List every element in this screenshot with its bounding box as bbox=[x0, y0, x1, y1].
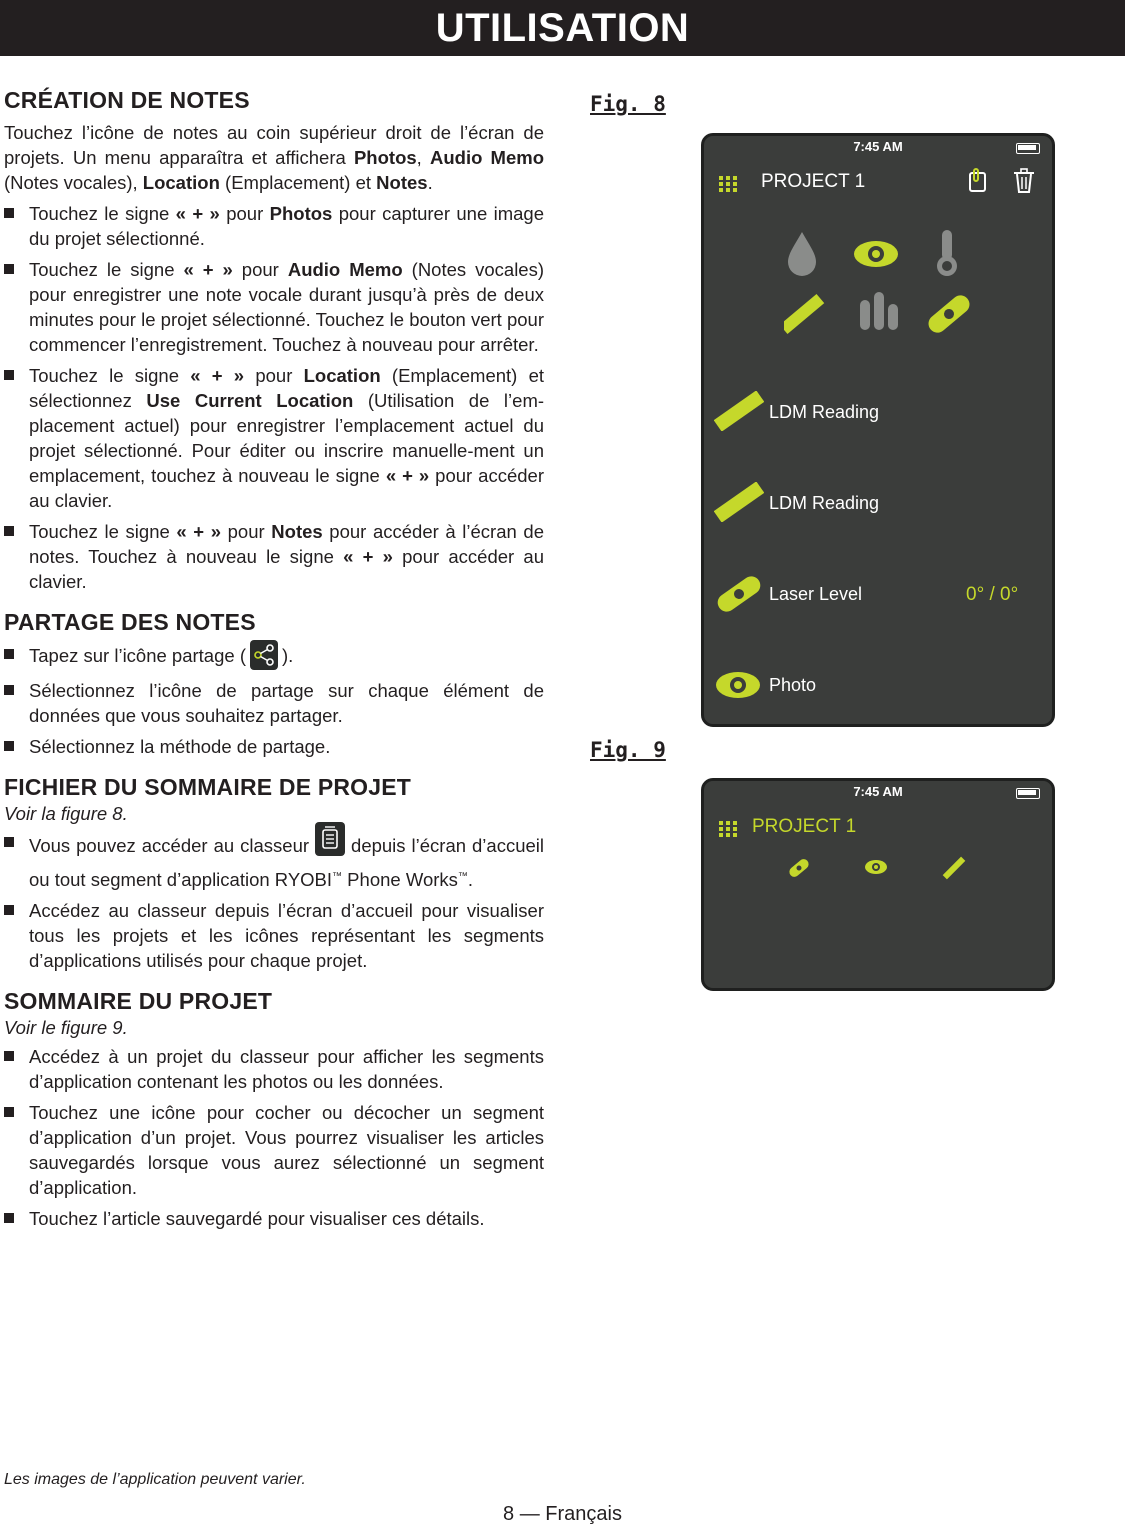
list-item: Tapez sur l’icône partage ( ). bbox=[4, 642, 544, 672]
list-item[interactable]: LDM Reading bbox=[769, 402, 880, 422]
notes-icon[interactable] bbox=[966, 168, 990, 194]
share-icon bbox=[250, 640, 278, 670]
phone-screenshot-fig8 bbox=[701, 133, 1055, 727]
battery-icon bbox=[1016, 788, 1040, 799]
figure-label: Fig. 8 bbox=[590, 92, 666, 116]
section-heading-fichier: FICHIER DU SOMMAIRE DE PROJET bbox=[4, 774, 412, 800]
level-icon bbox=[714, 574, 764, 614]
list-item: Touchez l’article sauvegardé pour visualiser ces détails. bbox=[4, 1206, 544, 1231]
list-item: Vous pouvez accéder au classeur depuis l’écran d’accueil ou tout segment d’application RYOBI™ Phone Works™. bbox=[4, 830, 544, 892]
ruler-icon bbox=[943, 857, 966, 880]
section-heading-sommaire: SOMMAIRE DU PROJET bbox=[4, 988, 273, 1015]
list-item[interactable]: LDM Reading bbox=[769, 493, 880, 513]
list-item: Touchez une icône pour cocher ou décocher un segment d’application d’un projet. Vous pourrez visualiser les articles sauvegardés lorsque vous aurez sélectionné un segment d’application. bbox=[4, 1100, 544, 1200]
section-heading-partage: PARTAGE DES NOTES bbox=[4, 609, 256, 635]
creation-intro: Touchez l’icône de notes au coin supérieur droit de l’écran de projets. Un menu apparaîtra et affichera Photos, Audio Memo (Notes vocales), Location (Emplacement) et Notes. bbox=[4, 122, 544, 193]
project-title: PROJECT 1 bbox=[761, 171, 866, 192]
level-icon bbox=[925, 292, 973, 337]
status-time: 7:45 AM bbox=[853, 139, 903, 154]
section-heading-creation: CRÉATION DE NOTES bbox=[4, 87, 250, 113]
segment-icon-grid[interactable] bbox=[784, 226, 984, 346]
fichier-list bbox=[4, 830, 544, 973]
humidity-icon bbox=[788, 232, 816, 276]
page-number: 8 — Français bbox=[503, 1503, 622, 1525]
list-item[interactable]: Laser Level bbox=[769, 584, 863, 604]
ruler-icon bbox=[784, 294, 824, 334]
figure-reference: Voir le figure 9. bbox=[4, 1017, 128, 1039]
list-item: Touchez le signe « + » pour Photos pour capturer une image du projet sélectionné. bbox=[4, 201, 544, 251]
list-item: Sélectionnez l’icône de partage sur chaque élément de données que vous souhaitez partager. bbox=[4, 678, 544, 728]
ruler-icon bbox=[714, 482, 764, 522]
grid-menu-icon[interactable] bbox=[718, 819, 740, 839]
level-icon bbox=[787, 857, 810, 879]
list-item[interactable]: Photo bbox=[769, 675, 817, 695]
page-banner: UTILISATION bbox=[0, 0, 1125, 56]
list-item: Sélectionnez la méthode de partage. bbox=[4, 734, 544, 759]
status-time: 7:45 AM bbox=[853, 784, 903, 799]
eye-icon bbox=[865, 860, 887, 874]
creation-list bbox=[4, 201, 544, 594]
figure-label: Fig. 9 bbox=[590, 738, 666, 762]
list-item: Accédez à un projet du classeur pour afficher les segments d’application contenant les photos ou les données. bbox=[4, 1044, 544, 1094]
list-item: Touchez le signe « + » pour Notes pour accéder à l’écran de notes. Touchez à nouveau le signe « + » pour accéder au clavier. bbox=[4, 519, 544, 594]
grid-menu-icon[interactable] bbox=[718, 174, 740, 194]
partage-list bbox=[4, 642, 544, 759]
eye-icon bbox=[714, 668, 764, 702]
binder-icon bbox=[315, 822, 345, 856]
trash-icon[interactable] bbox=[1012, 168, 1036, 194]
text-column bbox=[4, 86, 544, 1245]
project-title: PROJECT 1 bbox=[752, 816, 857, 837]
list-item: Touchez le signe « + » pour Audio Memo (Notes vocales) pour enregistrer une note vocale durant jusqu’à près de deux minutes pour le projet sélectionné. Touchez le bouton vert pour commencer l’enregistrement. Touchez à nouveau pour arrêter. bbox=[4, 257, 544, 357]
segment-icon-row[interactable] bbox=[784, 853, 974, 883]
stud-finder-icon bbox=[860, 292, 898, 330]
footer-note: Les images de l’application peuvent varier. bbox=[4, 1471, 306, 1488]
level-reading-value: 0° / 0° bbox=[966, 584, 1019, 605]
list-item: Touchez le signe « + » pour Location (Emplacement) et sélectionnez Use Current Location (Utilisation de l’em-placement actuel) pour enregistrer l’emplacement actuel du projet sélectionné. Pour éditer ou inscrire manuelle-ment un emplacement, touchez à nouveau le signe « + » pour accéder au clavier. bbox=[4, 363, 544, 513]
list-item: Accédez au classeur depuis l’écran d’accueil pour visualiser tous les projets et les icônes représentant les segments d’applications utilisés pour chaque projet. bbox=[4, 898, 544, 973]
ruler-icon bbox=[714, 391, 764, 431]
sommaire-list bbox=[4, 1044, 544, 1231]
battery-icon bbox=[1016, 143, 1040, 154]
phone-screenshot-fig9 bbox=[701, 778, 1055, 991]
thermometer-icon bbox=[942, 230, 952, 260]
figure-reference: Voir la figure 8. bbox=[4, 803, 128, 824]
